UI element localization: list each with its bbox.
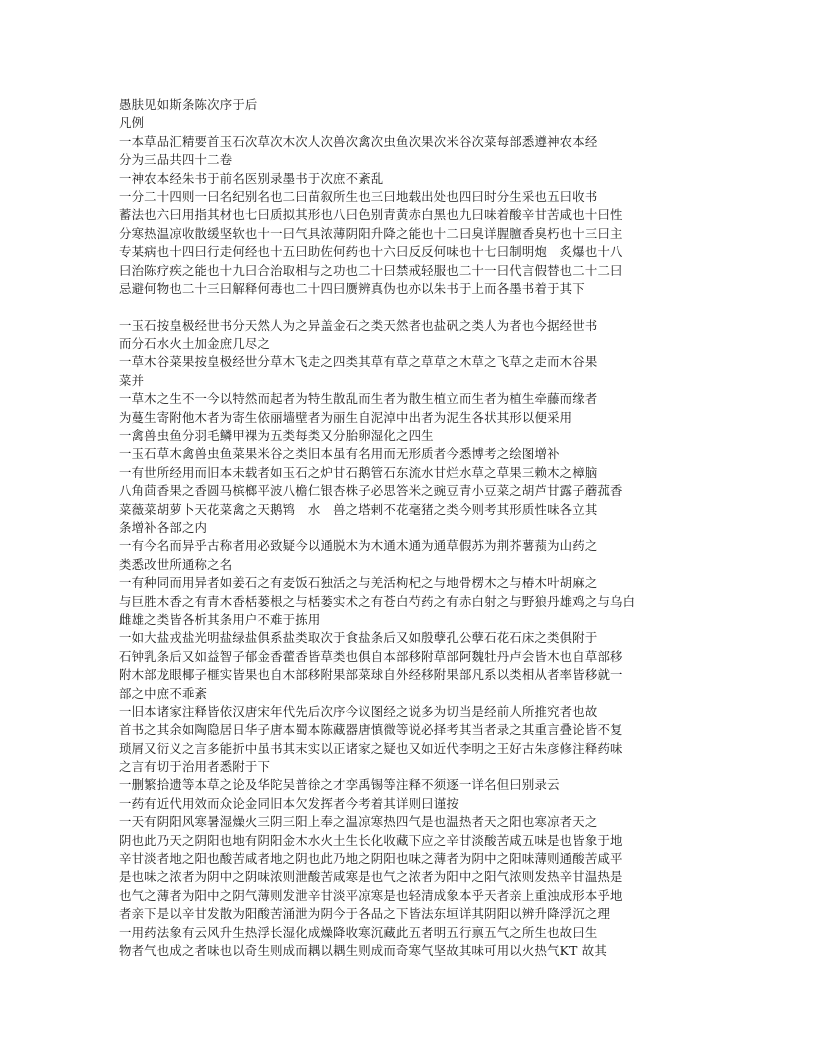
- text-line: 条增补各部之内: [119, 519, 208, 535]
- text-line: 一如大盐戎盐光明盐绿盐俱系盐类取次于食盐条后又如殷孽孔公孽石花石床之类俱附于: [119, 630, 598, 646]
- text-line: 石钟乳条后又如益智子郁金香藿香皆草类也俱自本部移附草部阿魏牡丹卢会皆木也自草部移: [119, 648, 623, 664]
- text-line: 辛甘淡者地之阳也酸苦咸者地之阴也此乃地之阴阳也味之薄者为阴中之阳味薄则通酸苦咸平: [119, 851, 623, 867]
- text-line: 菜薇菜胡萝卜天花菜禽之天鹅鸨 水 兽之塔剌不花毫猪之类今则考其形质性味各立其: [119, 501, 598, 517]
- text-line: 物者气也成之者味也以奇生则成而耦以耦生则成而奇寒气坚故其味可用以火热气KT 故其: [119, 942, 607, 958]
- text-line: 愚肤见如斯条陈次序于后: [119, 97, 258, 112]
- text-line: 为蔓生寄附他木者为寄生依丽墙壁者为丽生自泥淖中出者为泥生各状其形以便采用: [119, 409, 573, 425]
- text-line: 阴也此乃天之阴阳也地有阴阳金木水火土生长化收藏下应之辛甘淡酸苦咸五味是也皆象于地: [119, 832, 623, 848]
- text-line: 曰治陈疗疾之能也十九曰合治取相与之功也二十曰禁戒轻服也二十一曰代言假替也二十二曰: [119, 262, 623, 278]
- text-line: 与巨胜木香之有青木香栝蒌根之与栝蒌实术之有苍白芍药之有赤白射之与野狼丹雄鸡之与乌白: [119, 593, 636, 609]
- blank-line: [119, 298, 799, 316]
- text-line: 一旧本诸家注释皆依汉唐宋年代先后次序今议图经之说多为切当是经前人所推究者也故: [119, 703, 598, 719]
- document-text-block: [119, 96, 799, 960]
- text-line: 一草木谷菜果按皇极经世分草木飞走之四类其草有草之草草之木草之飞草之走而木谷果: [119, 354, 598, 370]
- text-line: 琐屑又衍义之言多能折中虽书其末实以正诸家之疑也又如近代李明之王好古朱彦修注释药味: [119, 740, 623, 756]
- text-line: 一分二十四则一曰名纪别名也二曰苗叙所生也三曰地载出处也四曰时分生采也五曰收书: [119, 188, 598, 204]
- text-line: 类悉改世所通称之名: [119, 556, 233, 572]
- text-line: 一用药法象有云风升生热浮长湿化成燥降收寒沉藏此五者明五行禀五气之所生也故曰生: [119, 924, 598, 940]
- text-line: 一禽兽虫鱼分羽毛鳞甲裸为五类每类又分胎卵湿化之四生: [119, 428, 434, 444]
- text-line: 凡例: [119, 115, 145, 131]
- text-line: 一玉石草木禽兽虫鱼菜果米谷之类旧本虽有名用而无形质者今悉博考之绘图增补: [119, 446, 560, 462]
- text-line: 分寒热温凉收散缓坚软也十一曰气具浓薄阴阳升降之能也十二曰臭详腥膻香臭朽也十三曰主: [119, 225, 623, 241]
- text-line: 一有今名而异乎古称者用必致疑今以通脱木为木通木通为通草假苏为荆芥薯蓣为山药之: [119, 538, 598, 554]
- text-line: 菜并: [119, 372, 145, 388]
- text-line: 一玉石按皇极经世书分天然人为之异盖金石之类天然者也盐矾之类人为者也今据经世书: [119, 317, 598, 333]
- text-line: 一有种同而用异者如姜石之有麦饭石独活之与羌活枸杞之与地骨楞木之与椿木叶胡麻之: [119, 575, 598, 591]
- text-line: 一天有阴阳风寒暑湿燥火三阴三阳上奉之温凉寒热四气是也温热者天之阳也寒凉者天之: [119, 814, 598, 830]
- text-line: 八角茴香果之香圆马槟榔平波八檐仁银杏株子必思答米之豌豆青小豆菜之胡芦甘露子蘑菰香: [119, 483, 623, 499]
- text-line: 雌雄之类皆各析其条用户不难于拣用: [119, 611, 321, 627]
- text-line: 一神农本经朱书于前名医别录墨书于次庶不紊乱: [119, 170, 384, 186]
- text-line: 也气之薄者为阳中之阴气薄则发泄辛甘淡平凉寒是也轻清成象本乎天者亲上重浊成形本乎地: [119, 887, 623, 903]
- text-line: 首书之其余如陶隐居日华子唐本蜀本陈藏器唐慎微等说必择考其当者录之其重言叠论皆不复: [119, 722, 623, 738]
- text-line: 一草木之生不一今以特然而起者为特生散乱而生者为散生植立而生者为植生牵藤而缘者: [119, 391, 598, 407]
- text-line: 而分石水火土加金庶几尽之: [119, 336, 271, 352]
- text-line: 蓄法也六曰用指其材也七曰质拟其形也八曰色别青黄赤白黑也九曰味着酸辛甘苦咸也十曰性: [119, 207, 623, 223]
- text-line: 部之中庶不乖紊: [119, 685, 208, 701]
- text-line: 者亲下是以辛甘发散为阳酸苦涌泄为阴今于各品之下皆法东垣详其阴阳以辨升降浮沉之理: [119, 906, 611, 922]
- text-line: 一药有近代用效而众论金同旧本欠发挥者今考着其详则曰谨按: [119, 795, 459, 811]
- text-line: 专某病也十四曰行走何经也十五曰助佐何药也十六曰反反何味也十七曰制明炮 炙爆也十八: [119, 244, 623, 260]
- text-line: 之言有切于治用者悉附于下: [119, 759, 271, 775]
- text-line: 一有世所经用而旧本未载者如玉石之炉甘石鹅管石东流水甘烂水草之草果三赖木之樟脑: [119, 464, 598, 480]
- text-line: 忌避何物也二十三曰解释何毒也二十四曰赝辨真伪也亦以朱书于上而各墨书着于其下: [119, 280, 585, 296]
- text-line: 是也味之浓者为阴中之阴味浓则泄酸苦咸寒是也气之浓者为阳中之阳气浓则发热辛甘温热是: [119, 869, 623, 885]
- text-line: 附木部龙眼椰子榧实皆果也自木部移附果部菜球自外经移附果部凡系以类相从者率皆移就一: [119, 667, 623, 683]
- text-line: 分为三品共四十二卷: [119, 152, 233, 168]
- text-line: 一删繁拾遗等本草之论及华陀吴普徐之才孪禹锡等注释不须逐一详名但曰别录云: [119, 777, 560, 793]
- text-line: 一本草品汇精要首玉石次草次木次人次兽次禽次虫鱼次果次米谷次菜每部悉遵神农本经: [119, 133, 598, 149]
